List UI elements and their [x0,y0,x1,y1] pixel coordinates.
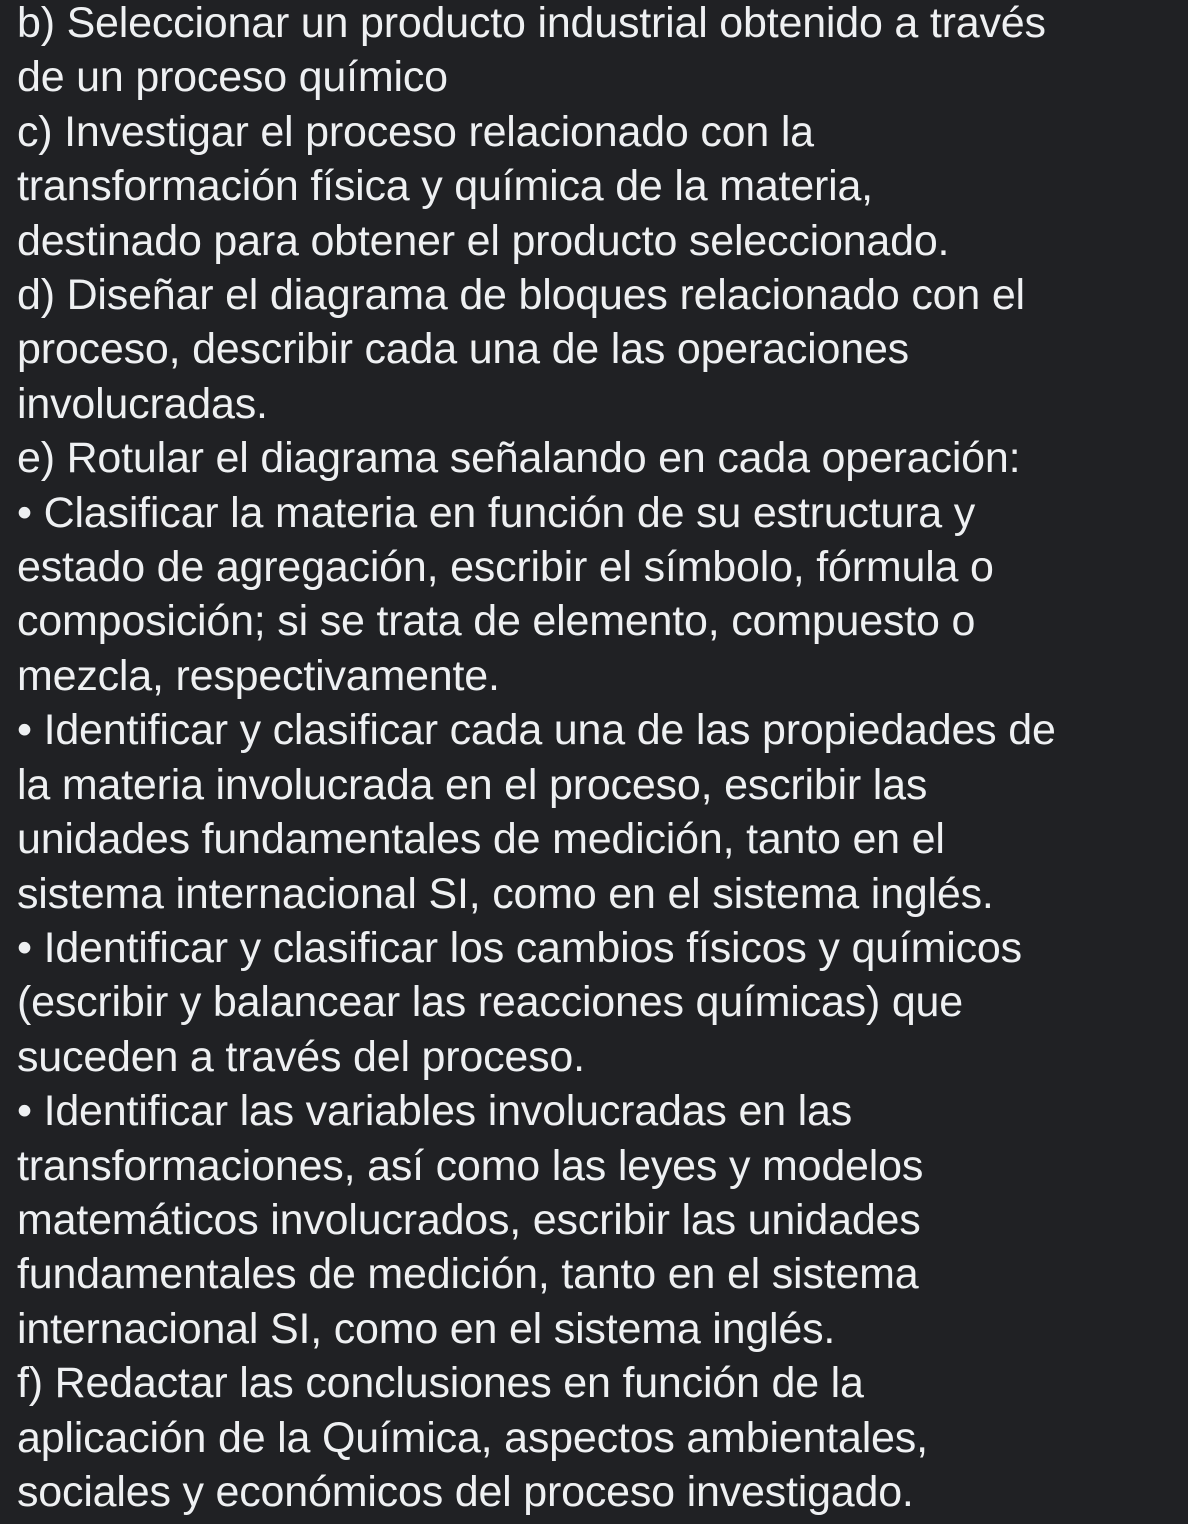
bullet-line-1-1: • Clasificar la materia en función de su estructura y [17,488,976,537]
text-line-f-2: aplicación de la Química, aspectos ambientales, [17,1413,928,1462]
bullet-line-2-4: sistema internacional SI, como en el sistema inglés. [17,869,994,918]
document-text [17,0,1183,1519]
text-line-d-2: proceso, describir cada una de las operaciones [17,325,909,374]
bullet-line-2-2: la materia involucrada en el proceso, escribir las [17,760,928,809]
text-line-f-3: sociales y económicos del proceso investigado. [17,1467,914,1516]
text-line-e-1: e) Rotular el diagrama señalando en cada operación: [17,434,1021,483]
bullet-line-3-2: (escribir y balancear las reacciones químicas) que [17,978,963,1027]
bullet-line-1-2: estado de agregación, escribir el símbolo, fórmula o [17,543,994,592]
bullet-line-3-1: • Identificar y clasificar los cambios físicos y químicos [17,923,1022,972]
bullet-line-1-3: composición; si se trata de elemento, compuesto o [17,597,976,646]
bullet-line-4-2: transformaciones, así como las leyes y modelos [17,1141,924,1190]
bullet-line-4-3: matemáticos involucrados, escribir las unidades [17,1195,921,1244]
text-line-b-2: de un proceso químico [17,53,448,102]
bullet-line-2-3: unidades fundamentales de medición, tanto en el [17,815,945,864]
text-line-d-3: involucradas. [17,379,268,428]
text-line-c-1: c) Investigar el proceso relacionado con la [17,107,814,156]
bullet-line-2-1: • Identificar y clasificar cada una de las propiedades de [17,706,1056,755]
bullet-line-4-1: • Identificar las variables involucradas en las [17,1087,853,1136]
text-line-f-1: f) Redactar las conclusiones en función de la [17,1359,864,1408]
bullet-line-4-5: internacional SI, como en el sistema inglés. [17,1304,836,1353]
bullet-line-4-4: fundamentales de medición, tanto en el sistema [17,1250,919,1299]
bullet-line-1-4: mezcla, respectivamente. [17,651,500,700]
text-line-d-1: d) Diseñar el diagrama de bloques relacionado con el [17,271,1025,320]
text-line-b-1: b) Seleccionar un producto industrial obtenido a través [17,0,1046,47]
bullet-line-3-3: suceden a través del proceso. [17,1032,585,1081]
text-line-c-2: transformación física y química de la materia, [17,162,873,211]
text-line-c-3: destinado para obtener el producto seleccionado. [17,216,950,265]
